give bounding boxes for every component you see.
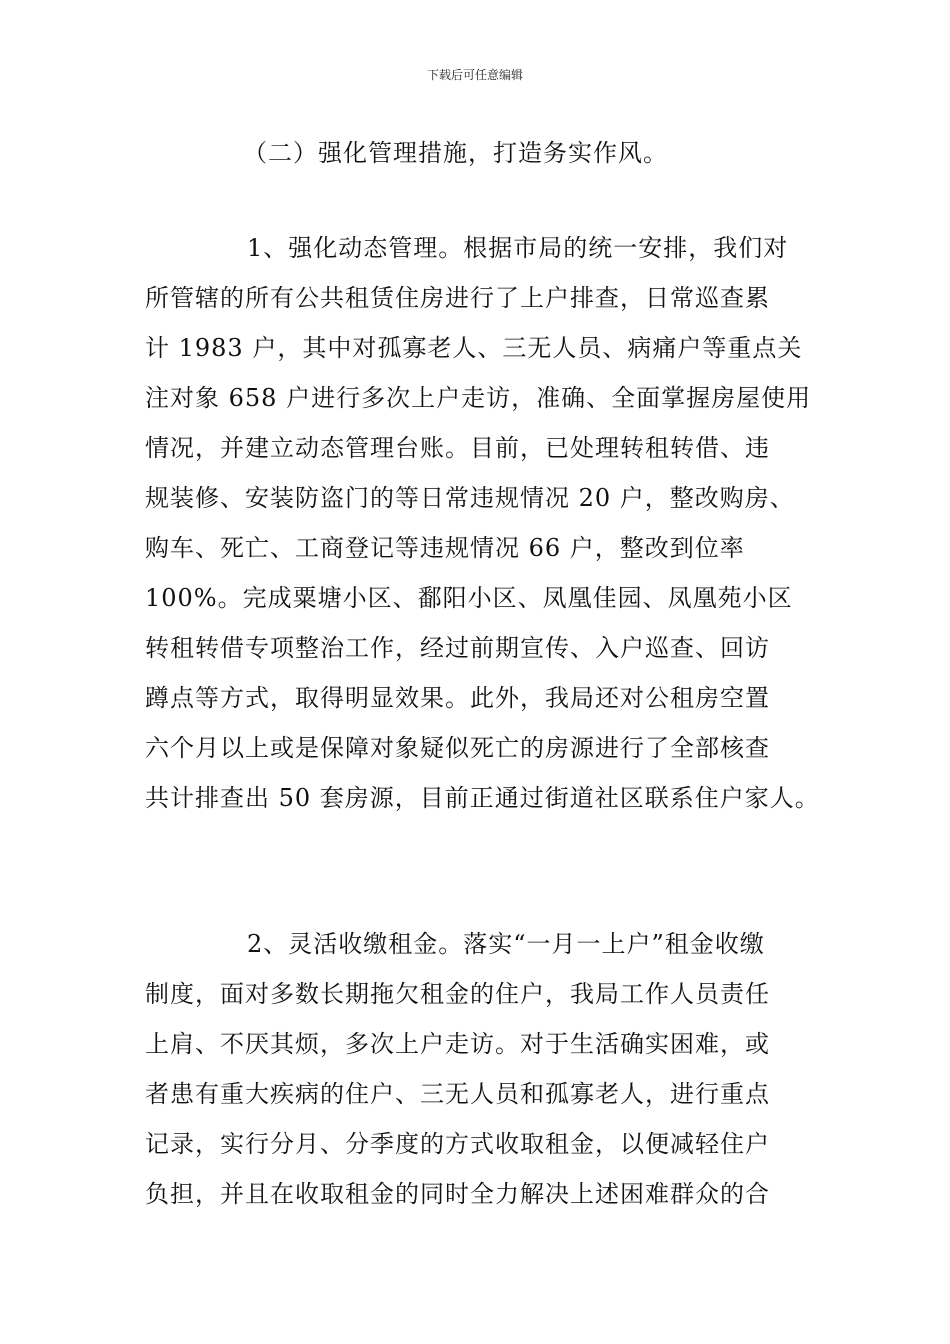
paragraph-line: 上肩、不厌其烦，多次上户走访。对于生活确实困难，或: [145, 1030, 770, 1058]
paragraph-line: 情况，并建立动态管理台账。目前，已处理转租转借、违: [145, 434, 770, 462]
paragraph-line: 制度，面对多数长期拖欠租金的住户，我局工作人员责任: [145, 980, 770, 1008]
paragraph-line: 记录，实行分月、分季度的方式收取租金，以便减轻住户: [145, 1130, 770, 1158]
header-note: 下载后可任意编辑: [426, 68, 523, 82]
paragraph-line: 规装修、安装防盗门的等日常违规情况 20 户，整改购房、: [145, 484, 795, 512]
paragraph-line: 注对象 658 户进行多次上户走访，准确、全面掌握房屋使用: [145, 384, 812, 412]
paragraph-line: 100%。完成粟塘小区、鄱阳小区、凤凰佳园、凤凰苑小区: [145, 584, 793, 612]
paragraph-line: 者患有重大疾病的住户、三无人员和孤寡老人，进行重点: [145, 1080, 770, 1108]
paragraph-line: 转租转借专项整治工作，经过前期宣传、入户巡查、回访: [145, 634, 770, 662]
paragraph-line: 购车、死亡、工商登记等违规情况 66 户，整改到位率: [145, 534, 745, 562]
paragraph-line: 2、灵活收缴租金。落实“一月一上户”租金收缴: [247, 930, 765, 958]
paragraph-line: 六个月以上或是保障对象疑似死亡的房源进行了全部核查: [145, 734, 770, 762]
paragraph-line: 计 1983 户，其中对孤寡老人、三无人员、病痛户等重点关: [145, 334, 803, 362]
paragraph-line: 共计排查出 50 套房源，目前正通过街道社区联系住户家人。: [145, 784, 820, 812]
paragraph-line: 负担，并且在收取租金的同时全力解决上述困难群众的合: [145, 1180, 770, 1208]
paragraph-line: 蹲点等方式，取得明显效果。此外，我局还对公租房空置: [145, 684, 770, 712]
section-heading: （二）强化管理措施，打造务实作风。: [243, 139, 668, 167]
paragraph-line: 1、强化动态管理。根据市局的统一安排，我们对: [247, 234, 789, 262]
paragraph-line: 所管辖的所有公共租赁住房进行了上户排查，日常巡查累: [145, 284, 770, 312]
